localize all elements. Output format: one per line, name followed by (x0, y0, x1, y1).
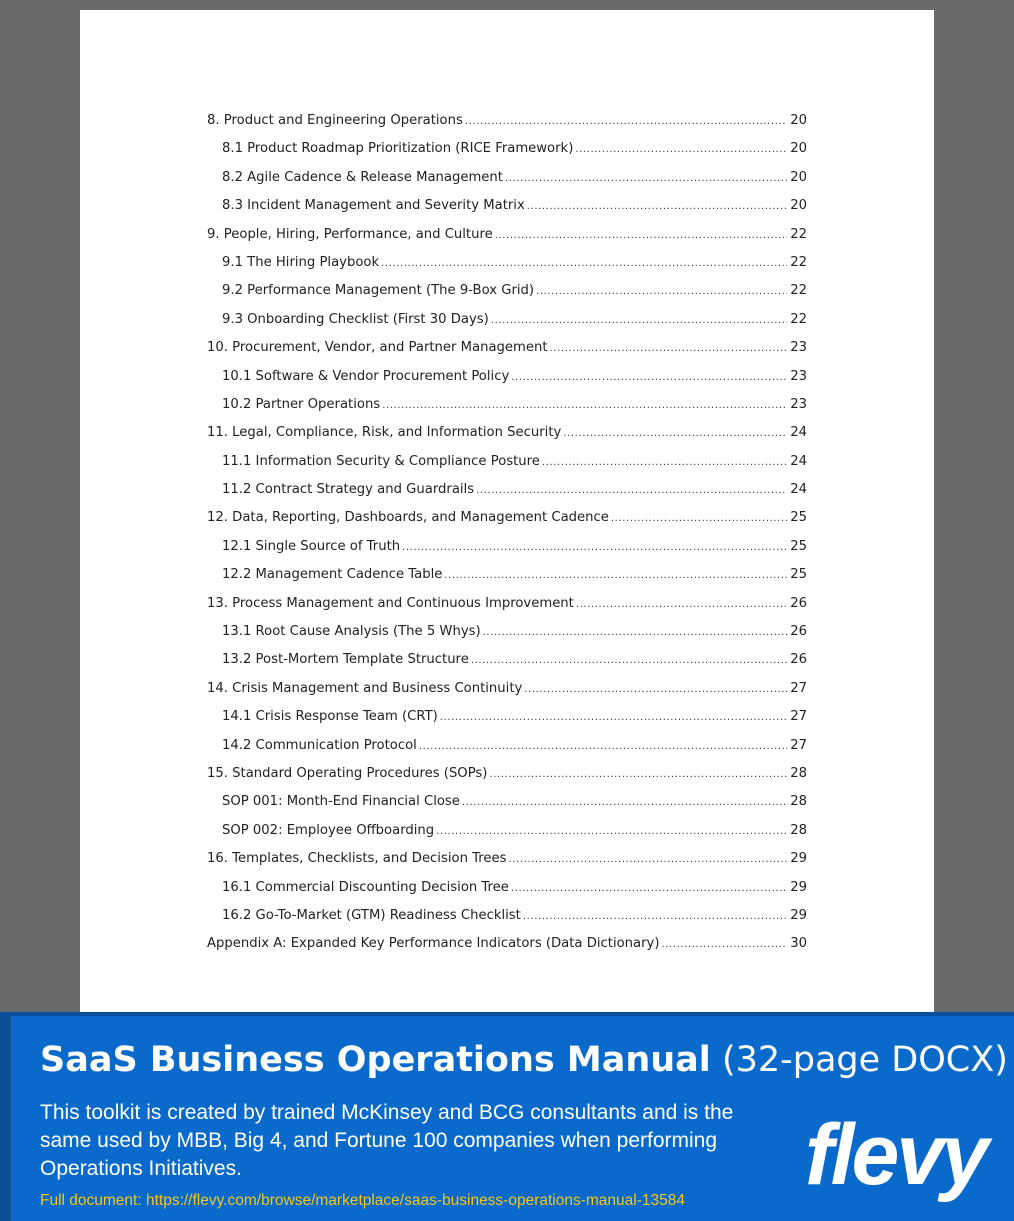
toc-entry[interactable] (207, 851, 807, 879)
toc-entry[interactable] (207, 425, 807, 453)
toc-entry-page: 22 (790, 311, 807, 327)
toc-entry[interactable] (207, 936, 807, 964)
toc-dot-leader (491, 315, 787, 326)
banner-title (40, 1040, 1008, 1080)
toc-entry[interactable] (207, 567, 807, 595)
toc-entry-page: 27 (790, 680, 807, 696)
full-document-link[interactable]: Full document: https://flevy.com/browse/marketplace/saas-business-operations-manual-13584 (40, 1192, 685, 1209)
toc-entry-page: 23 (790, 368, 807, 384)
toc-dot-leader (563, 428, 787, 439)
toc-dot-leader (575, 144, 787, 155)
toc-entry[interactable] (207, 170, 807, 198)
toc-dot-leader (440, 712, 787, 723)
toc-entry-title: 12. Data, Reporting, Dashboards, and Management Cadence (207, 510, 609, 526)
toc-entry-title: 8.2 Agile Cadence & Release Management (222, 169, 503, 185)
toc-entry-page: 23 (790, 396, 807, 412)
toc-dot-leader (523, 911, 787, 922)
toc-entry-page: 27 (790, 709, 807, 725)
toc-entry[interactable] (207, 198, 807, 226)
toc-entry[interactable] (207, 766, 807, 794)
toc-entry-page: 24 (790, 453, 807, 469)
toc-dot-leader (471, 655, 787, 666)
toc-dot-leader (536, 286, 787, 297)
toc-dot-leader (505, 173, 787, 184)
toc-dot-leader (489, 769, 787, 780)
flevy-logo[interactable]: flevy (805, 1107, 987, 1203)
toc-dot-leader (511, 372, 787, 383)
banner-description: This toolkit is created by trained McKinsey and BCG consultants and is the same used by MBB, Big 4, and Fortune 100 companies when performing Operations Initiatives. (40, 1101, 734, 1180)
toc-entry-title: 8.3 Incident Management and Severity Matrix (222, 198, 525, 214)
toc-entry-title: 13.2 Post-Mortem Template Structure (222, 652, 469, 668)
toc-entry-page: 24 (790, 482, 807, 498)
toc-entry[interactable] (207, 709, 807, 737)
toc-entry[interactable] (207, 596, 807, 624)
toc-entry[interactable] (207, 652, 807, 680)
toc-dot-leader (576, 599, 787, 610)
toc-entry-title: SOP 002: Employee Offboarding (222, 822, 435, 838)
toc-entry[interactable] (207, 312, 807, 340)
toc-entry-page: 28 (790, 765, 807, 781)
toc-dot-leader (508, 854, 787, 865)
toc-entry-page: 26 (790, 624, 807, 640)
toc-entry-title: 14. Crisis Management and Business Continuity (207, 680, 523, 696)
toc-dot-leader (444, 570, 787, 581)
toc-entry[interactable] (207, 510, 807, 538)
toc-entry-title: 11.1 Information Security & Compliance Posture (222, 453, 540, 469)
toc-entry-page: 29 (790, 907, 807, 923)
toc-dot-leader (419, 741, 787, 752)
toc-entry-page: 24 (790, 425, 807, 441)
toc-entry-title: 12.2 Management Cadence Table (222, 567, 443, 583)
document-page (80, 10, 934, 1012)
toc-entry-title: 10.2 Partner Operations (222, 396, 381, 412)
toc-entry-title: 13. Process Management and Continuous Improvement (207, 595, 574, 611)
toc-dot-leader (611, 513, 787, 524)
toc-entry-title: 14.1 Crisis Response Team (CRT) (222, 709, 438, 725)
toc-entry-page: 23 (790, 340, 807, 356)
toc-dot-leader (542, 457, 787, 468)
toc-dot-leader (662, 939, 788, 950)
toc-dot-leader (476, 485, 787, 496)
toc-entry[interactable] (207, 794, 807, 822)
toc-dot-leader (527, 201, 787, 212)
toc-entry[interactable] (207, 539, 807, 567)
toc-entry[interactable] (207, 908, 807, 936)
toc-entry-page: 25 (790, 510, 807, 526)
toc-entry-title: 11. Legal, Compliance, Risk, and Information Security (207, 425, 562, 441)
toc-entry-title: 8. Product and Engineering Operations (207, 113, 463, 128)
toc-entry-title: 14.2 Communication Protocol (222, 737, 417, 753)
toc-entry-title: 16.2 Go-To-Market (GTM) Readiness Checklist (222, 907, 521, 923)
toc-dot-leader (436, 826, 787, 837)
toc-entry-page: 27 (790, 737, 807, 753)
toc-entry[interactable] (207, 141, 807, 169)
toc-entry-title: 8.1 Product Roadmap Prioritization (RICE Framework) (222, 141, 574, 157)
table-of-contents (207, 113, 807, 965)
promo-banner (0, 1012, 1014, 1221)
toc-entry-page: 20 (790, 169, 807, 185)
toc-entry-title: 9.2 Performance Management (The 9-Box Grid) (222, 283, 535, 299)
toc-dot-leader (483, 627, 788, 638)
toc-entry[interactable] (207, 880, 807, 908)
toc-entry-title: 16.1 Commercial Discounting Decision Tree (222, 879, 509, 895)
toc-dot-leader (550, 343, 788, 354)
toc-entry[interactable] (207, 255, 807, 283)
toc-entry-page: 29 (790, 851, 807, 867)
toc-entry[interactable] (207, 624, 807, 652)
toc-entry-page: 28 (790, 822, 807, 838)
toc-dot-leader (382, 400, 787, 411)
toc-dot-leader (495, 230, 788, 241)
toc-entry-title: 16. Templates, Checklists, and Decision Trees (207, 851, 507, 867)
toc-entry-page: 25 (790, 567, 807, 583)
toc-entry-title: 12.1 Single Source of Truth (222, 538, 401, 554)
toc-entry-page: 22 (790, 226, 807, 242)
banner-title-format: (32-page DOCX) (721, 1040, 1008, 1080)
toc-entry-title: 15. Standard Operating Procedures (SOPs) (207, 765, 488, 781)
toc-dot-leader (462, 797, 787, 808)
toc-entry-page: 28 (790, 794, 807, 810)
toc-entry-page: 26 (790, 652, 807, 668)
banner-edge (0, 1016, 11, 1221)
toc-entry-title: 9.3 Onboarding Checklist (First 30 Days) (222, 311, 489, 327)
toc-entry[interactable] (207, 397, 807, 425)
toc-entry[interactable] (207, 454, 807, 482)
toc-entry-title: SOP 001: Month-End Financial Close (222, 794, 460, 810)
toc-entry-page: 22 (790, 254, 807, 270)
toc-entry-page: 29 (790, 879, 807, 895)
toc-dot-leader (402, 542, 787, 553)
toc-entry-page: 22 (790, 283, 807, 299)
toc-entry[interactable] (207, 369, 807, 397)
toc-entry-title: 9.1 The Hiring Playbook (222, 254, 380, 270)
toc-entry[interactable] (207, 227, 807, 255)
toc-entry-title: 11.2 Contract Strategy and Guardrails (222, 482, 475, 498)
toc-entry[interactable] (207, 738, 807, 766)
toc-entry[interactable] (207, 340, 807, 368)
toc-entry[interactable] (207, 482, 807, 510)
toc-entry-title: 13.1 Root Cause Analysis (The 5 Whys) (222, 624, 481, 640)
toc-dot-leader (465, 116, 787, 127)
toc-entry[interactable] (207, 283, 807, 311)
toc-entry-title: 10. Procurement, Vendor, and Partner Management (207, 340, 548, 356)
toc-entry[interactable] (207, 681, 807, 709)
banner-title-main: SaaS Business Operations Manual (40, 1040, 711, 1080)
toc-entry-page: 20 (790, 141, 807, 157)
toc-entry-title: 10.1 Software & Vendor Procurement Policy (222, 368, 510, 384)
toc-entry-page: 30 (790, 936, 807, 952)
toc-dot-leader (381, 258, 787, 269)
toc-entry-title: 9. People, Hiring, Performance, and Culture (207, 226, 493, 242)
toc-entry-page: 20 (790, 113, 807, 128)
toc-dot-leader (524, 684, 787, 695)
toc-dot-leader (511, 883, 787, 894)
toc-entry[interactable] (207, 113, 807, 141)
toc-entry-page: 26 (790, 595, 807, 611)
toc-entry-page: 20 (790, 198, 807, 214)
toc-entry-page: 25 (790, 538, 807, 554)
toc-entry[interactable] (207, 823, 807, 851)
toc-entry-title: Appendix A: Expanded Key Performance Indicators (Data Dictionary) (207, 936, 660, 952)
